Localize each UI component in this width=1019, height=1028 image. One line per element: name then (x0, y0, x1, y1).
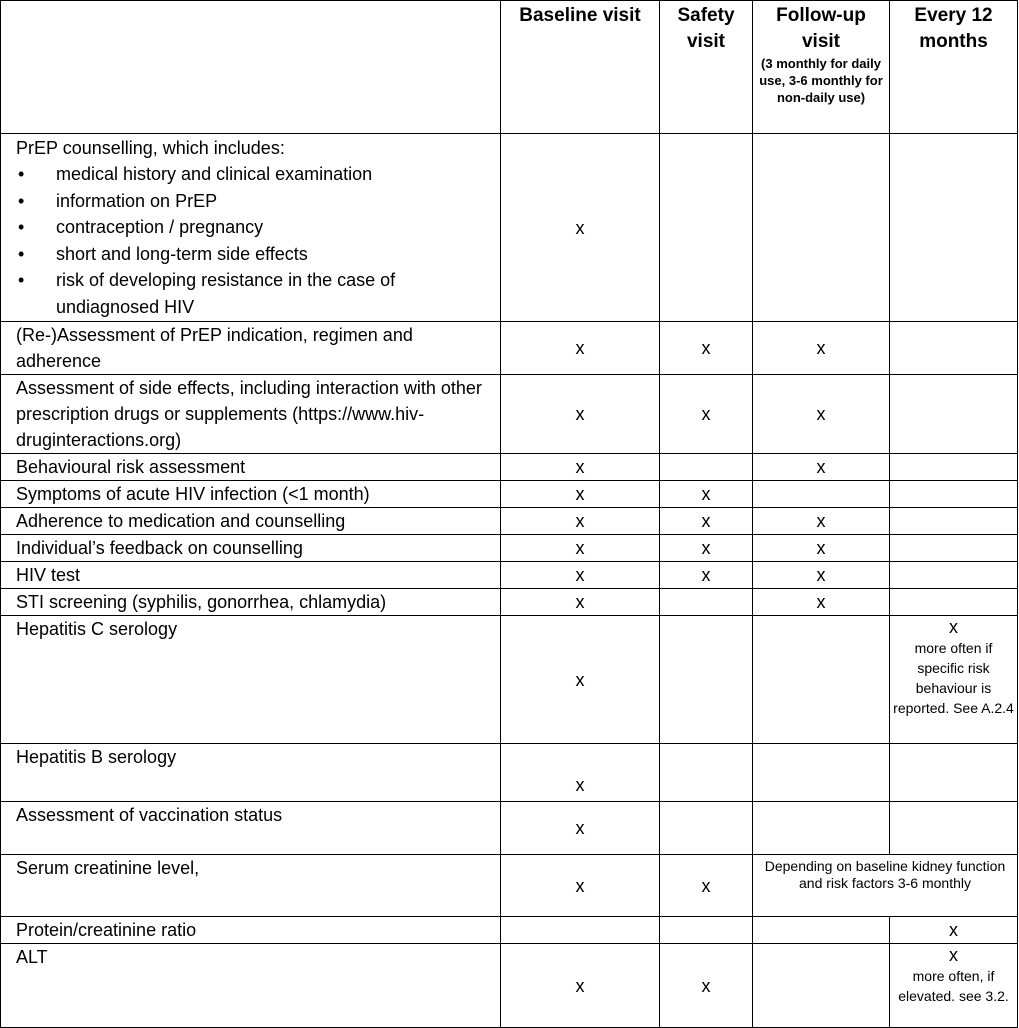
header-item (1, 1, 501, 134)
cell-safety: x (660, 855, 753, 917)
cell-safety (660, 802, 753, 855)
cell-safety: x (660, 322, 753, 375)
cell-baseline: x (501, 134, 660, 322)
header-every12: Every 12 months (890, 1, 1018, 134)
cell-safety: x (660, 944, 753, 1028)
cell-baseline: x (501, 944, 660, 1028)
cell-baseline: x (501, 802, 660, 855)
header-safety: Safety visit (660, 1, 753, 134)
cell-followup: x (753, 375, 890, 454)
cell-baseline: x (501, 454, 660, 481)
table-row (1, 481, 1018, 508)
cell-baseline: x (501, 481, 660, 508)
row-label: Adherence to medication and counselling (1, 508, 501, 535)
cell-safety (660, 134, 753, 322)
cell-baseline: x (501, 508, 660, 535)
table-row (1, 535, 1018, 562)
cell-every12 (890, 481, 1018, 508)
cell-safety: x (660, 508, 753, 535)
cell-every12 (890, 134, 1018, 322)
cell-followup-span (753, 855, 1018, 917)
cell-followup (753, 481, 890, 508)
cell-baseline: x (501, 855, 660, 917)
list-item: • information on PrEP (56, 188, 498, 215)
cell-every12 (890, 616, 1018, 744)
cell-baseline: x (501, 616, 660, 744)
cell-followup (753, 134, 890, 322)
cell-safety (660, 616, 753, 744)
header-followup-note: (3 monthly for daily use, 3-6 monthly for non-daily use) (759, 56, 883, 105)
cell-safety: x (660, 481, 753, 508)
row-label: Protein/creatinine ratio (1, 917, 501, 944)
every12-mark: x (949, 945, 958, 965)
list-item: • short and long-term side effects (56, 241, 498, 268)
cell-safety: x (660, 375, 753, 454)
cell-followup: x (753, 454, 890, 481)
cell-safety (660, 589, 753, 616)
cell-every12 (890, 375, 1018, 454)
cell-every12 (890, 589, 1018, 616)
table-row (1, 562, 1018, 589)
every12-note: more often, if elevated. see 3.2. (898, 968, 1009, 1004)
counselling-list (16, 161, 498, 320)
cell-safety (660, 454, 753, 481)
cell-safety: x (660, 562, 753, 589)
table-row (1, 802, 1018, 855)
row-label: Individual’s feedback on counselling (1, 535, 501, 562)
cell-followup: x (753, 589, 890, 616)
cell-baseline: x (501, 322, 660, 375)
row-label: Assessment of vaccination status (1, 802, 501, 855)
row-label (1, 134, 501, 322)
list-item: • risk of developing resistance in the case of undiagnosed HIV (56, 267, 498, 320)
row-label: Behavioural risk assessment (1, 454, 501, 481)
cell-baseline: x (501, 375, 660, 454)
cell-followup (753, 917, 890, 944)
cell-every12 (890, 944, 1018, 1028)
table-row (1, 589, 1018, 616)
row-label: (Re-)Assessment of PrEP indication, regimen and adherence (1, 322, 501, 375)
header-followup-label: Follow-up visit (776, 5, 866, 52)
cell-safety: x (660, 535, 753, 562)
followup-span-note: Depending on baseline kidney function and risk factors 3-6 monthly (764, 858, 1006, 891)
table-row (1, 744, 1018, 802)
list-item: • medical history and clinical examination (56, 161, 498, 188)
table-row (1, 944, 1018, 1028)
table-row (1, 508, 1018, 535)
header-followup (753, 1, 890, 134)
table-row (1, 616, 1018, 744)
table-row (1, 134, 1018, 322)
cell-followup (753, 802, 890, 855)
table-row (1, 917, 1018, 944)
cell-followup (753, 744, 890, 802)
table-row (1, 855, 1018, 917)
cell-baseline: x (501, 535, 660, 562)
row-label: Assessment of side effects, including interaction with other prescription drugs or supplements (https://www.hiv-druginteractions.org) (1, 375, 501, 454)
row-label: HIV test (1, 562, 501, 589)
cell-followup (753, 944, 890, 1028)
cell-every12 (890, 802, 1018, 855)
cell-followup: x (753, 562, 890, 589)
row-label: Symptoms of acute HIV infection (<1 month) (1, 481, 501, 508)
header-row (1, 1, 1018, 134)
table-row (1, 454, 1018, 481)
cell-every12 (890, 322, 1018, 375)
cell-followup (753, 616, 890, 744)
cell-baseline (501, 917, 660, 944)
table-row (1, 375, 1018, 454)
cell-followup: x (753, 508, 890, 535)
cell-followup: x (753, 322, 890, 375)
row-label: Serum creatinine level, (1, 855, 501, 917)
row-label: STI screening (syphilis, gonorrhea, chlamydia) (1, 589, 501, 616)
cell-baseline: x (501, 562, 660, 589)
cell-every12 (890, 744, 1018, 802)
cell-every12 (890, 535, 1018, 562)
cell-safety (660, 744, 753, 802)
cell-every12 (890, 454, 1018, 481)
list-item: • contraception / pregnancy (56, 214, 498, 241)
cell-baseline: x (501, 589, 660, 616)
table-row (1, 322, 1018, 375)
every12-note: more often if specific risk behaviour is reported. See A.2.4 (893, 640, 1014, 716)
cell-every12: x (890, 917, 1018, 944)
cell-followup: x (753, 535, 890, 562)
cell-every12 (890, 562, 1018, 589)
counselling-label: PrEP counselling, which includes: (16, 138, 285, 158)
every12-mark: x (949, 617, 958, 637)
row-label: Hepatitis B serology (1, 744, 501, 802)
row-label: ALT (1, 944, 501, 1028)
cell-every12 (890, 508, 1018, 535)
cell-safety (660, 917, 753, 944)
cell-baseline: x (501, 744, 660, 802)
header-baseline: Baseline visit (501, 1, 660, 134)
row-label: Hepatitis C serology (1, 616, 501, 744)
